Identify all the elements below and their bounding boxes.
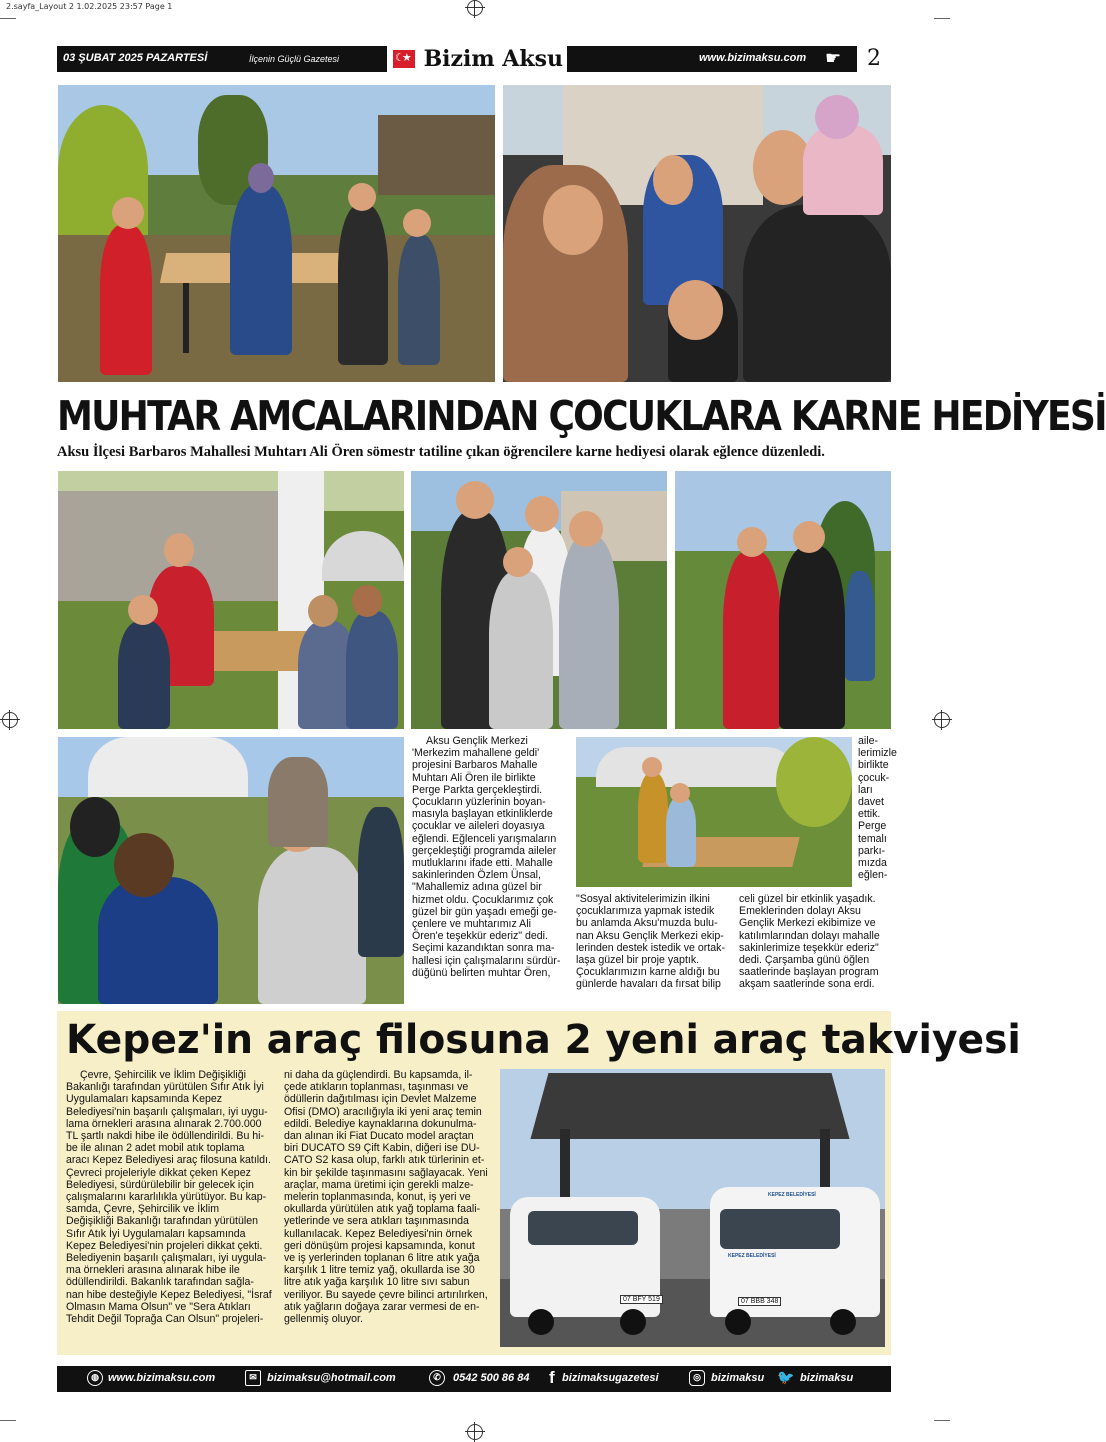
text-line: veriliyor. Bu sayede çevre bilinci artırılırken, xyxy=(284,1288,488,1301)
text-line: Emeklerinden dolayı Aksu xyxy=(739,905,861,918)
slogan: İlçenin Güçlü Gazetesi xyxy=(249,54,340,64)
text-line: dan alınan iki Fiat Ducato model araçtan xyxy=(284,1130,474,1143)
text-line: nan hibe desteğiyle Kepez Belediyesi, "İsraf xyxy=(66,1288,272,1301)
text-line: ettik. xyxy=(858,808,881,821)
issue-date: 03 ŞUBAT 2025 PAZARTESİ xyxy=(63,52,208,64)
text-line: Tehdit Değil Toprağa Can Olsun" projeleri- xyxy=(66,1313,264,1326)
text-line: kin bir şekilde taşınmasını sağlayacak. Yeni xyxy=(284,1166,488,1179)
text-line: gellenmiş oluyor. xyxy=(284,1313,363,1326)
page-number: 2 xyxy=(857,46,891,72)
text-line: hizmet oldu. Çocuklarımız çok xyxy=(412,893,554,906)
text-line: çalışmalarını kararlılıkla yürütüyor. Bu kap- xyxy=(66,1191,267,1204)
text-line: atık yağların doğaya zarar vermesi de en- xyxy=(284,1300,480,1313)
article1-column-3-narrow xyxy=(858,735,897,882)
text-line: lama örnekleri arasına alınarak 2.700.000 xyxy=(66,1117,262,1130)
text-line: Çocuklarımızın karne aldığı bu xyxy=(576,966,720,979)
article1-subheadline: Aksu İlçesi Barbaros Mahallesi Muhtarı Ali Ören sömestr tatiline çıkan öğrencilere karne hediyesi olarak eğlence düzenledi. xyxy=(57,444,825,460)
text-line: çocuklar ve aileleri doyasıya xyxy=(412,820,545,833)
text-line: çenlere ve muhtarımız Ali xyxy=(412,918,531,931)
text-line: dedi. Çarşamba günü öğlen xyxy=(739,954,870,967)
text-line: eğlendi. Eğlenceli yarışmaların xyxy=(412,832,557,845)
text-line: araçlar, mama üretimi için gerekli malze- xyxy=(284,1178,474,1191)
photo-board-game-kids xyxy=(58,471,404,729)
footer-bar xyxy=(57,1366,891,1392)
pointing-hand-icon: ☛ xyxy=(825,48,842,68)
footer-website[interactable]: www.bizimaksu.com xyxy=(108,1372,216,1384)
photo-new-trucks xyxy=(500,1069,885,1347)
registration-mark-icon xyxy=(467,0,483,16)
text-line: Belediyesi, sürdürülebilir bir gelecek için xyxy=(66,1178,254,1191)
text-line: çocuk- xyxy=(858,771,890,784)
license-plate-right: 07 BBB 348 xyxy=(738,1297,781,1306)
text-line: ları xyxy=(858,783,873,796)
text-line: karşılık 1 litre temiz yağ, okullarda ise 30 xyxy=(284,1264,475,1277)
text-line: edildi. Belediye kaynaklarına dokunulma- xyxy=(284,1117,477,1130)
text-line: Ofisi (DMO) aracılığıyla iki yeni araç temin xyxy=(284,1105,482,1118)
text-line: hallesi için çalışmalarını sürdür- xyxy=(412,954,561,967)
text-line: okullarda yürütülen atık yağ toplama faali- xyxy=(284,1203,481,1216)
text-line: saatlerinde başlayan program xyxy=(739,966,879,979)
text-line: Belediyenin başarılı çalışmaları, iyi uygula- xyxy=(66,1252,267,1265)
text-line: litre atık yağa karşılık 10 litre sıvı sabun xyxy=(284,1276,470,1289)
text-line: bu anlamda Aksu'muzda bulu- xyxy=(576,917,718,930)
text-line: akşam saatlerinde sona erdi. xyxy=(739,978,875,991)
photo-park-wooden-game xyxy=(576,737,852,887)
article1-column-1 xyxy=(412,735,572,979)
text-line: Bakanlığı tarafından yürütülen Sıfır Atık İyi xyxy=(66,1081,264,1094)
crop-mark xyxy=(934,1420,950,1421)
text-line: samda, Çevre, Şehircilik ve İklim xyxy=(66,1203,220,1216)
truck-sign-right: KEPEZ BELEDİYESİ xyxy=(768,1192,816,1198)
text-line: mızda xyxy=(858,857,887,870)
crop-mark xyxy=(0,18,16,19)
text-line: Belediyesi'nin başarılı çalışmaları, iyi uygu- xyxy=(66,1105,268,1118)
text-line: Çevreci projeleriyle dikkat çeken Kepez xyxy=(66,1166,251,1179)
text-line: Seçimi kazandıktan sonra ma- xyxy=(412,942,555,955)
text-line: 'Merkezim mahallene geldi' xyxy=(412,747,540,760)
text-line: "Mahallemiz adına güzel bir xyxy=(412,881,542,894)
text-line: kullanılacak. Kepez Belediyesi'nin örnek xyxy=(284,1227,473,1240)
text-line: Çevre, Şehircilik ve İklim Değişikliği xyxy=(80,1069,247,1081)
text-line: celi güzel bir etkinlik yaşadık. xyxy=(739,893,876,905)
text-line: yetlerinde ve sera atıkları taşınmasında xyxy=(284,1215,469,1228)
text-line: katılımlarından dolayı mahalle xyxy=(739,929,880,942)
text-line: nan Aksu Gençlik Merkezi ekip- xyxy=(576,929,724,942)
text-line: biri DUCATO S9 Çift Kabin, diğeri ise DU- xyxy=(284,1142,480,1155)
photo-family-group xyxy=(411,471,667,729)
text-line: ma örnekleri arasına alınarak hibe ile xyxy=(66,1264,240,1277)
text-line: sakinlerinden Özlem Ünsal, xyxy=(412,869,541,882)
text-line: Olmasın Mama Olsun" ve "Sera Atıkları xyxy=(66,1300,251,1313)
facebook-icon: f xyxy=(549,1368,555,1387)
globe-icon: ◍ xyxy=(87,1370,103,1386)
text-line: sakinlerimize teşekkür ederiz" xyxy=(739,941,879,954)
text-line: lerinden destek istedik ve ortak- xyxy=(576,941,725,954)
text-line: güzel bir gün yaşadı emeği ge- xyxy=(412,905,557,918)
footer-twitter[interactable]: bizimaksu xyxy=(800,1372,854,1384)
text-line: Perge Parkta gerçekleştirdi. xyxy=(412,783,543,796)
text-line: ni daha da güçlendirdi. Bu kapsamda, il- xyxy=(284,1069,473,1081)
text-line: Değişikliği Bakanlığı tarafından yürütülen xyxy=(66,1215,258,1228)
mail-icon: ✉ xyxy=(245,1370,261,1386)
text-line: çede atıkların toplanması, taşınması ve xyxy=(284,1081,469,1094)
print-slug: 2.sayfa_Layout 2 1.02.2025 23:57 Page 1 xyxy=(6,2,173,11)
photo-kids-wooden-game xyxy=(58,85,495,382)
article1-headline: MUHTAR AMCALARINDAN ÇOCUKLARA KARNE HEDİYESİ xyxy=(57,392,1106,440)
text-line: mutluklarını ifade etti. Mahalle xyxy=(412,857,553,870)
footer-email[interactable]: bizimaksu@hotmail.com xyxy=(267,1372,396,1384)
twitter-icon: 🐦 xyxy=(777,1369,795,1385)
text-line: düğünü belirten muhtar Ören, xyxy=(412,966,551,979)
article1-column-2 xyxy=(576,893,736,991)
article1-column-3 xyxy=(739,893,899,991)
text-line: Ören'e teşekkür ederiz" dedi. xyxy=(412,930,548,943)
text-line: masıyla başlayan etkinliklerde xyxy=(412,808,553,821)
text-line: eğlen- xyxy=(858,869,888,882)
text-line: aracı Kepez Belediyesi araç filosuna katıldı. xyxy=(66,1154,271,1167)
text-line: projesini Barbaros Mahalle xyxy=(412,759,538,772)
truck-sign-left: KEPEZ BELEDİYESİ xyxy=(728,1253,776,1259)
text-line: temalı xyxy=(858,832,887,845)
crop-mark xyxy=(934,18,950,19)
registration-mark-icon xyxy=(2,712,18,728)
text-line: davet xyxy=(858,796,884,809)
whatsapp-icon: ✆ xyxy=(429,1370,445,1386)
text-line: Muhtarı Ali Ören ile birlikte xyxy=(412,771,536,784)
text-line: "Sosyal aktivitelerimizin ilkini xyxy=(576,893,710,905)
instagram-icon: ◎ xyxy=(689,1370,705,1386)
text-line: parkı- xyxy=(858,844,886,857)
photo-kids-crafts xyxy=(58,737,404,1004)
text-line: Gençlik Merkezi ekibimize ve xyxy=(739,917,876,930)
text-line: melerin toplanmasında, konut, iş yeri ve xyxy=(284,1191,471,1204)
text-line: ödüllendirildi. Bakanlık tarafından sağla- xyxy=(66,1276,254,1289)
license-plate-left: 07 BFY 519 xyxy=(620,1295,663,1304)
registration-mark-icon xyxy=(934,712,950,728)
crop-mark xyxy=(0,1420,16,1421)
photo-two-men xyxy=(675,471,891,729)
turkish-flag-icon xyxy=(393,50,415,68)
text-line: ve iş yerlerinden toplanan 6 litre atık yağa xyxy=(284,1252,480,1265)
footer-phone[interactable]: 0542 500 86 84 xyxy=(453,1372,530,1384)
text-line: birlikte xyxy=(858,759,889,772)
header-website[interactable]: www.bizimaksu.com xyxy=(699,52,807,64)
logo-text: Bizim Aksu xyxy=(423,46,563,72)
registration-mark-icon xyxy=(467,1424,483,1440)
text-line: günlerde havaları da fırsat bilip xyxy=(576,978,721,991)
text-line: lerimizle xyxy=(858,747,897,760)
text-line: Uygulamaları kapsamında Kepez xyxy=(66,1093,223,1106)
article2-column-2 xyxy=(284,1069,494,1325)
text-line: Perge xyxy=(858,820,887,833)
text-line: Sıfır Atık İyi Uygulamaları kapsamında xyxy=(66,1227,246,1240)
text-line: Aksu Gençlik Merkezi xyxy=(426,735,528,747)
text-line: Çocukların yüzlerinin boyan- xyxy=(412,796,546,809)
text-line: çocuklarımıza yapmak istedik xyxy=(576,905,715,918)
text-line: laşa güzel bir proje yaptık. xyxy=(576,954,700,967)
article2-column-1 xyxy=(66,1069,276,1325)
text-line: Kepez Belediyesi'nin projeleri dikkat çekti. xyxy=(66,1239,263,1252)
text-line: gerçekleştiği programda aileler xyxy=(412,844,557,857)
article2-headline: Kepez'in araç filosuna 2 yeni araç takviyesi xyxy=(66,1017,1021,1063)
text-line: ödüllerin dağıtılması için Devlet Malzeme xyxy=(284,1093,477,1106)
text-line: CATO S2 kasa olup, farklı atık türlerinin et- xyxy=(284,1154,485,1167)
text-line: TL şartlı nakdi hibe ile ödüllendirildi. Bu hi- xyxy=(66,1130,265,1143)
masthead-bar xyxy=(57,46,891,72)
footer-facebook[interactable]: bizimaksugazetesi xyxy=(562,1372,659,1384)
photo-face-painting xyxy=(503,85,891,382)
footer-instagram[interactable]: bizimaksu xyxy=(711,1372,765,1384)
text-line: be ile alınan 2 adet mobil atık toplama xyxy=(66,1142,245,1155)
text-line: aile- xyxy=(858,735,879,747)
text-line: geri dönüşüm projesi kapsamında, konut xyxy=(284,1239,475,1252)
